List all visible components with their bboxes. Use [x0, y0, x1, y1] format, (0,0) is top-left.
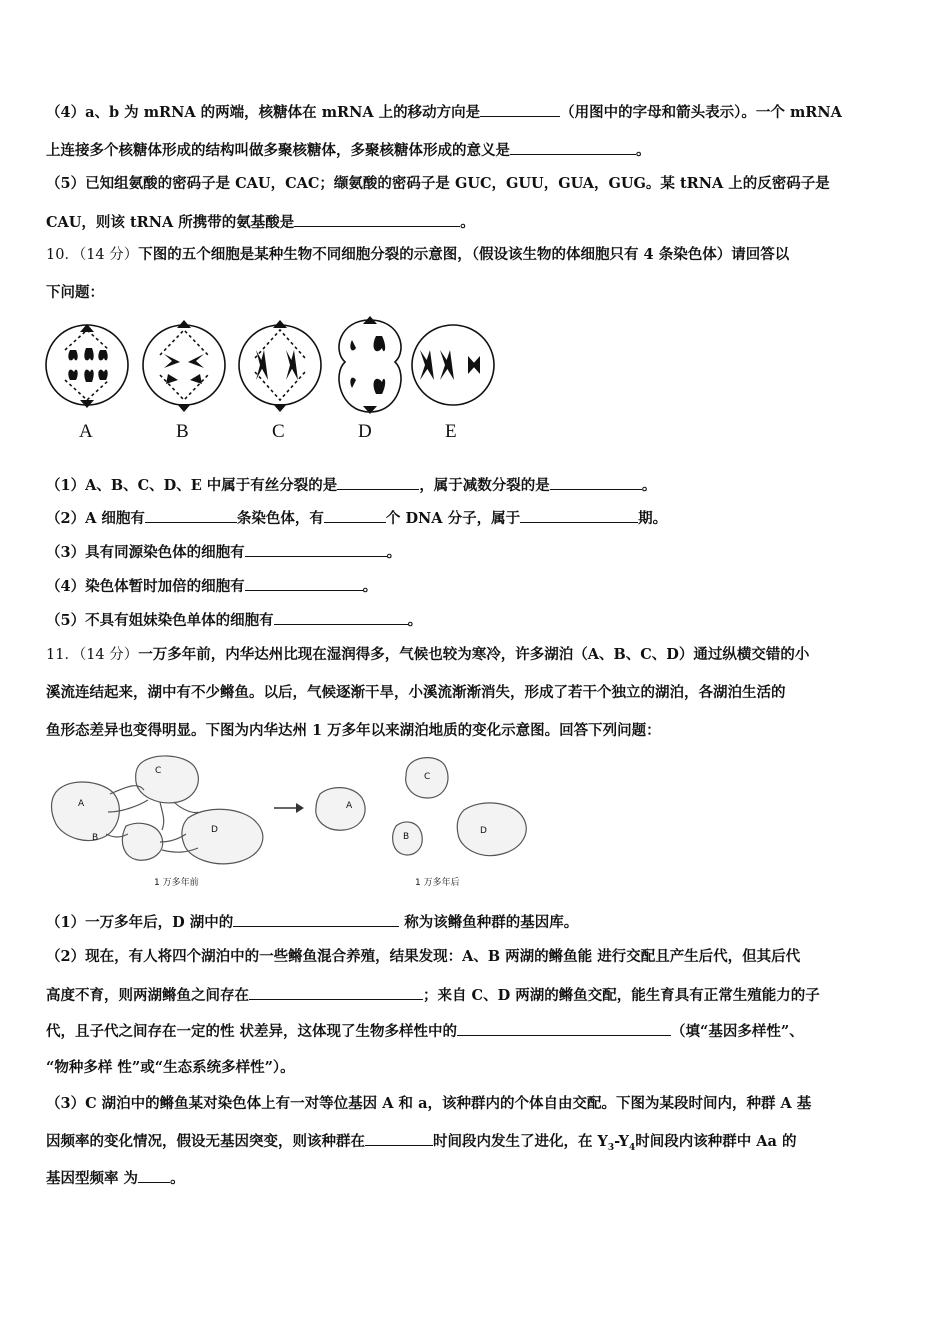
lake-d-after — [457, 803, 526, 856]
q11-s2-text-b: 高度不育，则两湖鳉鱼之间存在 — [46, 987, 249, 1004]
q10-sub3 — [46, 542, 401, 563]
q11-s1-text-b: 称为该鳉鱼种群的基因库。 — [399, 914, 579, 931]
q11-sub3-line1 — [46, 1094, 811, 1114]
cell-label-e: E — [445, 421, 457, 442]
q9-p4-text-a: （4）a、b 为 mRNA 的两端，核糖体在 mRNA 上的移动方向是 — [46, 104, 481, 121]
lake-label-a-after: A — [346, 801, 353, 811]
q11-sub2-line3 — [46, 1021, 804, 1042]
lake-b-before — [122, 823, 162, 860]
q10-s1-text-b: ，属于减数分裂的是 — [419, 477, 550, 494]
arrow-icon — [274, 803, 304, 813]
answer-blank[interactable] — [245, 542, 387, 557]
q11-sub3-line3 — [46, 1168, 185, 1189]
q9-p5-text-a: （5）已知组氨酸的密码子是 CAU，CAC；缬氨酸的密码子是 GUC，GUU，GUA，GUG。某 tRNA 上的反密码子是 — [46, 175, 830, 192]
q10-s5-text-b: 。 — [407, 612, 423, 629]
cell-d — [339, 320, 401, 412]
cell-a — [46, 325, 128, 405]
q11-heading — [46, 645, 809, 665]
q10-heading — [46, 245, 789, 265]
q10-s1-text-a: （1）A、B、C、D、E 中属于有丝分裂的是 — [46, 477, 338, 494]
cell-label-b: B — [176, 421, 189, 442]
q11-stem: 一万多年前，内华达州比现在湿润得多，气候也较为寒冷，许多湖泊（A、B、C、D）通过纵横交错的小 — [138, 646, 810, 663]
cell-label-c: C — [272, 421, 285, 442]
cell-label-d: D — [358, 421, 372, 442]
answer-blank[interactable] — [249, 985, 423, 1000]
q10-s4-text-a: （4）染色体暂时加倍的细胞有 — [46, 578, 245, 595]
lake-label-d-after: D — [480, 826, 487, 836]
q11-s3-text-b: 因频率的变化情况，假设无基因突变，则该种群在 — [46, 1133, 365, 1150]
q11-s1-text-a: （1）一万多年后，D 湖中的 — [46, 914, 234, 931]
q9-p4-text-d: 。 — [636, 142, 651, 159]
q11-stem-2: 溪流连结起来，湖中有不少鳉鱼。以后，气候逐渐干旱，小溪流渐渐消失，形成了若干个独立的湖泊，各湖泊生活的 — [46, 684, 786, 701]
lake-d-before — [182, 809, 263, 863]
q10-sub1 — [46, 475, 656, 496]
answer-blank[interactable] — [365, 1131, 433, 1146]
answer-blank[interactable] — [145, 508, 237, 523]
q11-number: 11．（14 分） — [46, 647, 139, 663]
answer-blank[interactable] — [233, 912, 399, 927]
lake-label-d-before: D — [211, 825, 218, 835]
caption-before: 1 万多年前 — [154, 878, 199, 888]
caption-after: 1 万多年后 — [415, 878, 460, 888]
answer-blank[interactable] — [274, 610, 408, 625]
lake-c-before — [136, 756, 199, 803]
q10-number: 10．（14 分） — [46, 247, 139, 263]
q11-s2-text-c: ；来自 C、D 两湖的鳉鱼交配，能生育具有正常生殖能力的子 — [423, 987, 820, 1004]
subscript-3: 3 — [607, 1142, 615, 1153]
q9-p5-text-b: CAU，则该 tRNA 所携带的氨基酸是 — [46, 214, 295, 231]
q9-part5-line1 — [46, 174, 830, 194]
q11-s3-text-d: -Y — [614, 1133, 629, 1150]
q9-p5-text-c: 。 — [460, 214, 475, 231]
answer-blank[interactable] — [480, 102, 560, 117]
q10-s2-text-a: （2）A 细胞有 — [46, 510, 145, 527]
q9-part4-line1 — [46, 102, 842, 123]
q10-s2-text-c: 个 DNA 分子，属于 — [385, 510, 521, 527]
answer-blank[interactable] — [324, 508, 386, 523]
q11-sub2-line4 — [46, 1058, 295, 1078]
q11-s2-text-f: “物种多样 性”或“生态系统多样性”）。 — [46, 1059, 295, 1076]
q11-s2-text-d: 代，且子代之间存在一定的性 状差异，这体现了生物多样性中的 — [46, 1023, 458, 1040]
q9-part4-line2 — [46, 140, 651, 161]
lake-label-b-before: B — [92, 833, 99, 843]
answer-blank[interactable] — [520, 508, 638, 523]
q10-s1-text-c: 。 — [641, 477, 657, 494]
q10-heading-line2 — [46, 283, 104, 303]
answer-blank[interactable] — [245, 576, 363, 591]
q10-s4-text-b: 。 — [362, 578, 378, 595]
lake-label-b-after: B — [403, 832, 410, 842]
answer-blank[interactable] — [550, 475, 642, 490]
lake-change-figure — [48, 750, 538, 890]
q9-p4-text-c: 上连接多个核糖体形成的结构叫做多聚核糖体，多聚核糖体形成的意义是 — [46, 142, 510, 159]
answer-blank[interactable] — [457, 1021, 671, 1036]
q11-s3-text-a: （3）C 湖泊中的鳉鱼某对染色体上有一对等位基因 A 和 a，该种群内的个体自由交配。下图为某段时间内，种群 A 基 — [46, 1095, 812, 1112]
lake-label-c-after: C — [424, 772, 431, 782]
q11-heading-line3 — [46, 721, 661, 741]
q11-stem-3: 鱼形态差异也变得明显。下图为内华达州 1 万多年以来湖泊地质的变化示意图。回答下列问题： — [46, 722, 661, 739]
answer-blank[interactable] — [138, 1168, 170, 1183]
answer-blank[interactable] — [294, 212, 460, 227]
q11-heading-line2 — [46, 683, 786, 703]
q10-sub5 — [46, 610, 422, 631]
q11-s3-text-g: 。 — [170, 1170, 185, 1187]
subscript-4: 4 — [628, 1142, 636, 1153]
q11-sub2-line2 — [46, 985, 820, 1006]
q10-s2-text-d: 期。 — [638, 510, 668, 527]
answer-blank[interactable] — [510, 140, 636, 155]
answer-blank[interactable] — [337, 475, 419, 490]
q10-sub4 — [46, 576, 377, 597]
q10-s2-text-b: 条染色体，有 — [236, 510, 324, 527]
lake-label-c-before: C — [155, 766, 162, 776]
q11-s3-text-e: 时间段内该种群中 Aa 的 — [635, 1133, 797, 1150]
cell-label-a: A — [79, 421, 93, 442]
q9-part5-line2 — [46, 212, 475, 233]
q11-sub1 — [46, 912, 578, 933]
cell-b — [143, 325, 225, 405]
q11-s2-text-e: （填“基因多样性”、 — [671, 1023, 804, 1040]
cell-division-figure — [40, 310, 510, 415]
lake-label-a-before: A — [78, 799, 85, 809]
q10-stem: 下图的五个细胞是某种生物不同细胞分裂的示意图，（假设该生物的体细胞只有 4 条染色体）请回答以 — [138, 246, 790, 263]
q10-stem-2: 下问题： — [46, 284, 104, 301]
q9-p4-text-b: （用图中的字母和箭头表示）。一个 mRNA — [560, 104, 842, 121]
q11-s3-text-c: 时间段内发生了进化，在 Y — [433, 1133, 608, 1150]
lake-a-after — [316, 788, 365, 831]
cell-e — [412, 325, 494, 405]
q10-s3-text-a: （3）具有同源染色体的细胞有 — [46, 544, 245, 561]
q11-s3-text-f: 基因型频率 为 — [46, 1170, 139, 1187]
q11-sub2-line1 — [46, 947, 800, 967]
lake-a-before — [52, 782, 120, 840]
q11-sub3-line2 — [46, 1131, 796, 1158]
q10-s5-text-a: （5）不具有姐妹染色单体的细胞有 — [46, 612, 274, 629]
q10-sub2 — [46, 508, 667, 529]
cell-c — [239, 325, 321, 405]
q10-s3-text-b: 。 — [386, 544, 402, 561]
q11-s2-text-a: （2）现在，有人将四个湖泊中的一些鳉鱼混合养殖，结果发现：A、B 两湖的鳉鱼能 进行交配且产生后代，但其后代 — [46, 948, 801, 965]
